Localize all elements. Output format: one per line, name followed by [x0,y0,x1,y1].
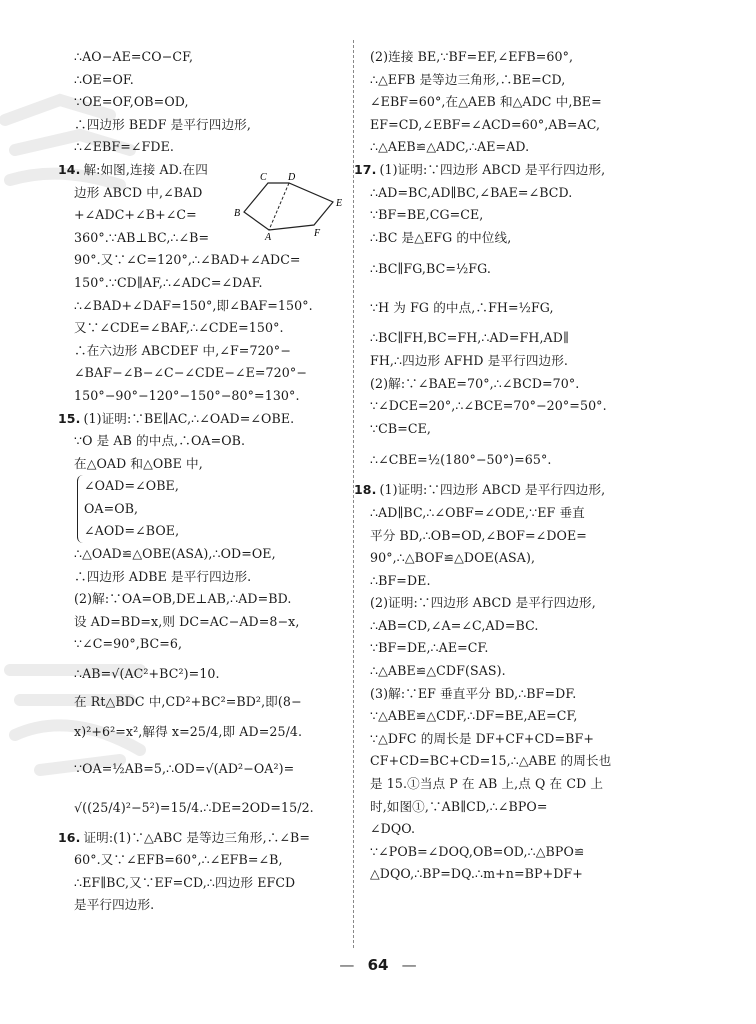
hexagon-figure [232,170,352,243]
equation-system-brace [77,475,344,543]
text-line [370,525,662,548]
page-number-value: 64 [367,956,389,974]
line-text: (2)解:∵∠BAE=70°,∴∠BCD=70°. [370,375,580,391]
text-line [370,637,662,660]
text-line [370,547,662,570]
text-line [370,204,662,227]
line-text: 解:如图,连接 AD.在四 [83,161,208,177]
text-line [370,570,662,593]
line-text: FH,∴四边形 AFHD 是平行四边形. [370,352,569,368]
text-line [74,136,344,159]
text-line [74,362,344,385]
line-text: ∵OA=½AB=5,∴OD=√(AD²−OA²)= [74,760,295,776]
line-text: 是平行四边形. [74,897,155,913]
line-text: (1)证明:∵四边形 ABCD 是平行四边形, [379,161,606,177]
line-text: ∴OE=OF. [74,71,134,87]
vertex-label-b: B [234,208,241,219]
line-text: √((25/4)²−5²)=15/4.∴DE=2OD=15/2. [74,799,314,815]
line-text: ∴AB=√(AC²+BC²)=10. [74,666,220,682]
line-text: 90°.又∵∠C=120°,∴∠BAD+∠ADC= [74,252,301,268]
line-text: ∠OAD=∠OBE, [84,478,179,494]
text-line [370,502,662,525]
line-text: ∴AB=CD,∠A=∠C,AD=BC. [370,617,539,633]
text-line [74,453,344,476]
text-line [74,340,344,363]
line-text: ∵CB=CE, [370,420,431,436]
problem-number: 16. [58,829,81,845]
line-text: ∵H 为 FG 的中点,∴FH=½FG, [370,300,554,316]
text-line [354,159,662,182]
line-text: 150°−90°−120°−150°−80°=130°. [74,387,300,403]
line-text: ∴BC∥FG,BC=½FG. [370,261,491,277]
line-text: ∠BAF−∠B−∠C−∠CDE−∠E=720°− [74,365,307,381]
line-text: ∴△ABE≌△CDF(SAS). [370,663,506,679]
vertex-label-d: D [288,172,296,183]
text-line [74,633,344,656]
text-line [370,350,662,373]
line-text: ∵O 是 AB 的中点,∴OA=OB. [74,433,246,449]
line-text: (2)解:∵OA=OB,DE⊥AB,∴AD=BD. [74,591,292,607]
text-line [354,479,662,502]
line-text: OA=OB, [84,500,139,516]
text-line [74,894,344,917]
text-line [370,395,662,418]
text-line [370,773,662,796]
line-text: ∵△DFC 的周长是 DF+CF+CD=BF+ [370,730,594,746]
text-line [370,705,662,728]
line-text: ∵∠POB=∠DOQ,OB=OD,∴△BPO≌ [370,843,585,859]
text-line [74,749,344,788]
text-line [370,841,662,864]
text-line [74,46,344,69]
text-line [370,373,662,396]
line-text: △DQO,∴BP=DQ.∴m+n=BP+DF+ [370,866,583,882]
text-line [370,327,662,350]
line-text: ∴∠BAD+∠DAF=150°,即∠BAF=150°. [74,297,313,313]
line-text: 360°.∵AB⊥BC,∴∠B= [74,229,210,245]
problem-number: 14. [58,161,81,177]
line-text: ∴△EFB 是等边三角形,∴BE=CD, [370,71,566,87]
line-text: (2)连接 BE,∵BF=EF,∠EFB=60°, [370,49,574,64]
line-text: +∠ADC+∠B+∠C= [74,207,197,223]
text-line [74,849,344,872]
line-text: ∴EF∥BC,又∵EF=CD,∴四边形 EFCD [74,874,296,890]
line-text: ∠AOD=∠BOE, [84,523,180,539]
line-text: 150°.∵CD∥AF,∴∠ADC=∠DAF. [74,274,263,290]
line-text: 时,如图①,∵AB∥CD,∴∠BPO= [370,798,548,814]
text-line [74,69,344,92]
text-line [370,592,662,615]
line-text: ∴∠CBE=½(180°−50°)=65°. [370,452,552,468]
line-text: ∴在六边形 ABCDEF 中,∠F=720°− [74,342,291,358]
text-line [74,588,344,611]
text-line [58,827,344,850]
line-text: ∴四边形 BEDF 是平行四边形, [74,116,251,132]
text-line [370,69,662,92]
line-text: (1)证明:∵四边形 ABCD 是平行四边形, [379,482,606,498]
line-text: ∴四边形 ADBE 是平行四边形. [74,568,252,584]
text-line [370,46,662,69]
line-text: ∵△ABE≌△CDF,∴DF=BE,AE=CF, [370,708,578,724]
line-text: ∴BF=DE. [370,572,431,588]
line-text: ∵∠C=90°,BC=6, [74,636,183,652]
vertex-label-f: F [314,228,321,239]
text-line [74,691,344,714]
right-column [354,46,662,886]
text-line [74,385,344,408]
text-line [74,317,344,340]
text-line [370,91,662,114]
text-line [370,615,662,638]
line-text: 是 15.①当点 P 在 AB 上,点 Q 在 CD 上 [370,776,604,792]
text-line [74,714,344,749]
text-line [370,418,662,441]
line-text: ∴AO−AE=CO−CF, [74,49,194,64]
line-text: ∴∠EBF=∠FDE. [74,139,174,155]
line-text: ∠DQO. [370,821,416,837]
text-line [84,520,344,543]
text-line [74,249,344,272]
line-text: x)²+6²=x²,解得 x=25/4,即 AD=25/4. [74,723,303,739]
line-text: (1)证明:∵BE∥AC,∴∠OAD=∠OBE. [83,410,295,426]
line-text: 设 AD=BD=x,则 DC=AC−AD=8−x, [74,613,300,629]
line-text: ∴AD=BC,AD∥BC,∠BAE=∠BCD. [370,184,573,200]
line-text: 在△OAD 和△OBE 中, [74,455,203,471]
text-line [74,872,344,895]
page-dash-left: — [339,956,355,974]
text-line [84,475,344,498]
line-text: 90°,∴△BOF≌△DOE(ASA), [370,550,536,566]
text-line [74,430,344,453]
text-line [74,295,344,318]
line-text: ∠EBF=60°,在△AEB 和△ADC 中,BE= [370,94,602,110]
line-text: 60°.又∵∠EFB=60°,∴∠EFB=∠B, [74,852,283,868]
line-text: 边形 ABCD 中,∠BAD [74,184,203,200]
text-line [74,611,344,634]
page-number [0,956,756,974]
text-line [370,683,662,706]
text-line [74,656,344,691]
line-text: ∴AD∥BC,∴∠OBF=∠ODE,∵EF 垂直 [370,504,585,520]
text-line [370,728,662,751]
page-dash-right: — [401,956,417,974]
text-line [370,796,662,819]
line-text: ∴△AEB≌△ADC,∴AE=AD. [370,139,530,155]
line-text: ∴BC 是△EFG 的中位线, [370,229,512,245]
problem-number: 17. [354,161,377,177]
text-line [370,818,662,841]
text-line [370,863,662,886]
text-line [370,750,662,773]
text-line [74,788,344,827]
vertex-label-a: A [265,232,272,243]
line-text: 在 Rt△BDC 中,CD²+BC²=BD²,即(8− [74,694,302,710]
text-line [370,182,662,205]
text-line [58,408,344,431]
text-line [84,498,344,521]
text-line [74,543,344,566]
line-text: 平分 BD,∴OB=OD,∠BOF=∠DOE= [370,527,587,543]
text-line [74,566,344,589]
text-line [370,440,662,479]
line-text: (2)证明:∵四边形 ABCD 是平行四边形, [370,595,596,611]
diagonal-ad [269,183,289,230]
text-line [370,136,662,159]
text-line [74,272,344,295]
text-line [370,249,662,288]
problem-number: 15. [58,410,81,426]
line-text: EF=CD,∠EBF=∠ACD=60°,AB=AC, [370,116,601,132]
vertex-label-c: C [260,172,267,183]
vertex-label-e: E [336,198,343,209]
line-text: ∵BF=DE,∴AE=CF. [370,640,489,656]
text-line [370,660,662,683]
text-line [370,288,662,327]
line-text: ∴BC∥FH,BC=FH,∴AD=FH,AD∥ [370,330,569,346]
line-text: ∵∠DCE=20°,∴∠BCE=70°−20°=50°. [370,398,607,414]
text-line [370,227,662,250]
text-line [74,114,344,137]
line-text: ∴△OAD≌△OBE(ASA),∴OD=OE, [74,546,276,562]
text-line [74,91,344,114]
problem-number: 18. [354,482,377,498]
line-text: CF+CD=BC+CD=15,∴△ABE 的周长也 [370,753,612,769]
line-text: ∵BF=BE,CG=CE, [370,207,484,223]
hexagon-outline [244,183,333,230]
line-text: ∵OE=OF,OB=OD, [74,94,189,110]
line-text: 又∵∠CDE=∠BAF,∴∠CDE=150°. [74,320,284,336]
line-text: (3)解:∵EF 垂直平分 BD,∴BF=DF. [370,685,577,701]
text-line [370,114,662,137]
line-text: 证明:(1)∵△ABC 是等边三角形,∴∠B= [83,829,311,845]
